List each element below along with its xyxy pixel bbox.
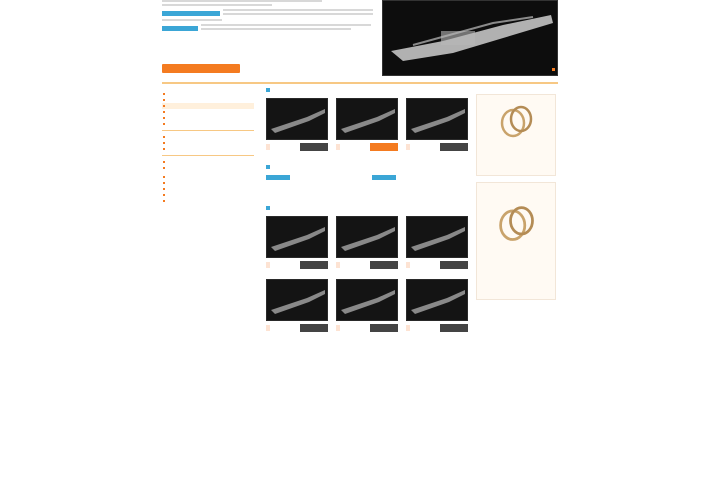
square-bullet-icon [266, 165, 270, 169]
product-thumbnail[interactable] [406, 98, 468, 140]
header-intro [162, 0, 378, 78]
product-price [406, 325, 410, 331]
product-card[interactable] [336, 279, 398, 332]
product-card[interactable] [406, 279, 468, 332]
product-thumbnail[interactable] [266, 216, 328, 258]
article-tag[interactable] [372, 175, 396, 180]
header-tag-2[interactable] [162, 26, 198, 31]
ad-card[interactable] [476, 94, 556, 176]
product-price [406, 144, 410, 150]
buy-button[interactable] [440, 324, 468, 332]
buy-button[interactable] [300, 261, 328, 269]
ring-product-icon [494, 201, 538, 245]
page-container [162, 0, 558, 480]
sidebar-subitem[interactable] [162, 121, 254, 127]
hero-indicator[interactable] [552, 68, 555, 71]
buy-button[interactable] [370, 261, 398, 269]
header-divider [162, 82, 558, 84]
buy-button[interactable] [440, 261, 468, 269]
product-card[interactable] [266, 216, 328, 269]
buy-button[interactable] [300, 324, 328, 332]
article-item[interactable] [266, 175, 358, 188]
header-tag-1[interactable] [162, 11, 220, 16]
product-price [266, 325, 270, 331]
main-content [266, 88, 466, 332]
sidebar-divider [162, 130, 254, 131]
product-card[interactable] [336, 98, 398, 151]
product-price [406, 262, 410, 268]
sidebar-divider [162, 155, 254, 156]
product-thumbnail[interactable] [266, 98, 328, 140]
square-bullet-icon [266, 206, 270, 210]
product-thumbnail[interactable] [336, 216, 398, 258]
square-bullet-icon [266, 88, 270, 92]
product-card[interactable] [336, 216, 398, 269]
product-price [266, 262, 270, 268]
product-price [336, 144, 340, 150]
product-grid-bottom-row-2 [266, 279, 466, 332]
hero-banner[interactable] [382, 0, 558, 76]
right-column [476, 88, 558, 306]
product-thumbnail[interactable] [336, 279, 398, 321]
product-thumbnail[interactable] [266, 279, 328, 321]
buy-button[interactable] [300, 143, 328, 151]
product-grid-bottom-row-1 [266, 216, 466, 269]
article-tag[interactable] [266, 175, 290, 180]
hero-product-image [383, 1, 558, 76]
product-card[interactable] [406, 216, 468, 269]
ad-card[interactable] [476, 182, 556, 300]
product-card[interactable] [266, 98, 328, 151]
product-price [336, 262, 340, 268]
product-grid-top [266, 98, 466, 151]
header-cta-button[interactable] [162, 64, 240, 73]
product-thumbnail[interactable] [406, 216, 468, 258]
article-item[interactable] [372, 175, 464, 188]
buy-button[interactable] [370, 324, 398, 332]
sidebar-item[interactable] [162, 165, 254, 171]
product-card[interactable] [406, 98, 468, 151]
product-price [266, 144, 270, 150]
sidebar-item[interactable] [162, 146, 254, 152]
product-thumbnail[interactable] [336, 98, 398, 140]
buy-button[interactable] [440, 143, 468, 151]
section-title [266, 206, 466, 210]
product-card[interactable] [266, 279, 328, 332]
buy-button[interactable] [370, 143, 398, 151]
section-title [266, 88, 466, 92]
ring-product-icon [496, 101, 536, 141]
product-thumbnail[interactable] [406, 279, 468, 321]
sidebar-item[interactable] [162, 198, 254, 204]
section-title [266, 165, 466, 169]
product-price [336, 325, 340, 331]
sidebar [162, 88, 254, 204]
article-list [266, 175, 466, 188]
